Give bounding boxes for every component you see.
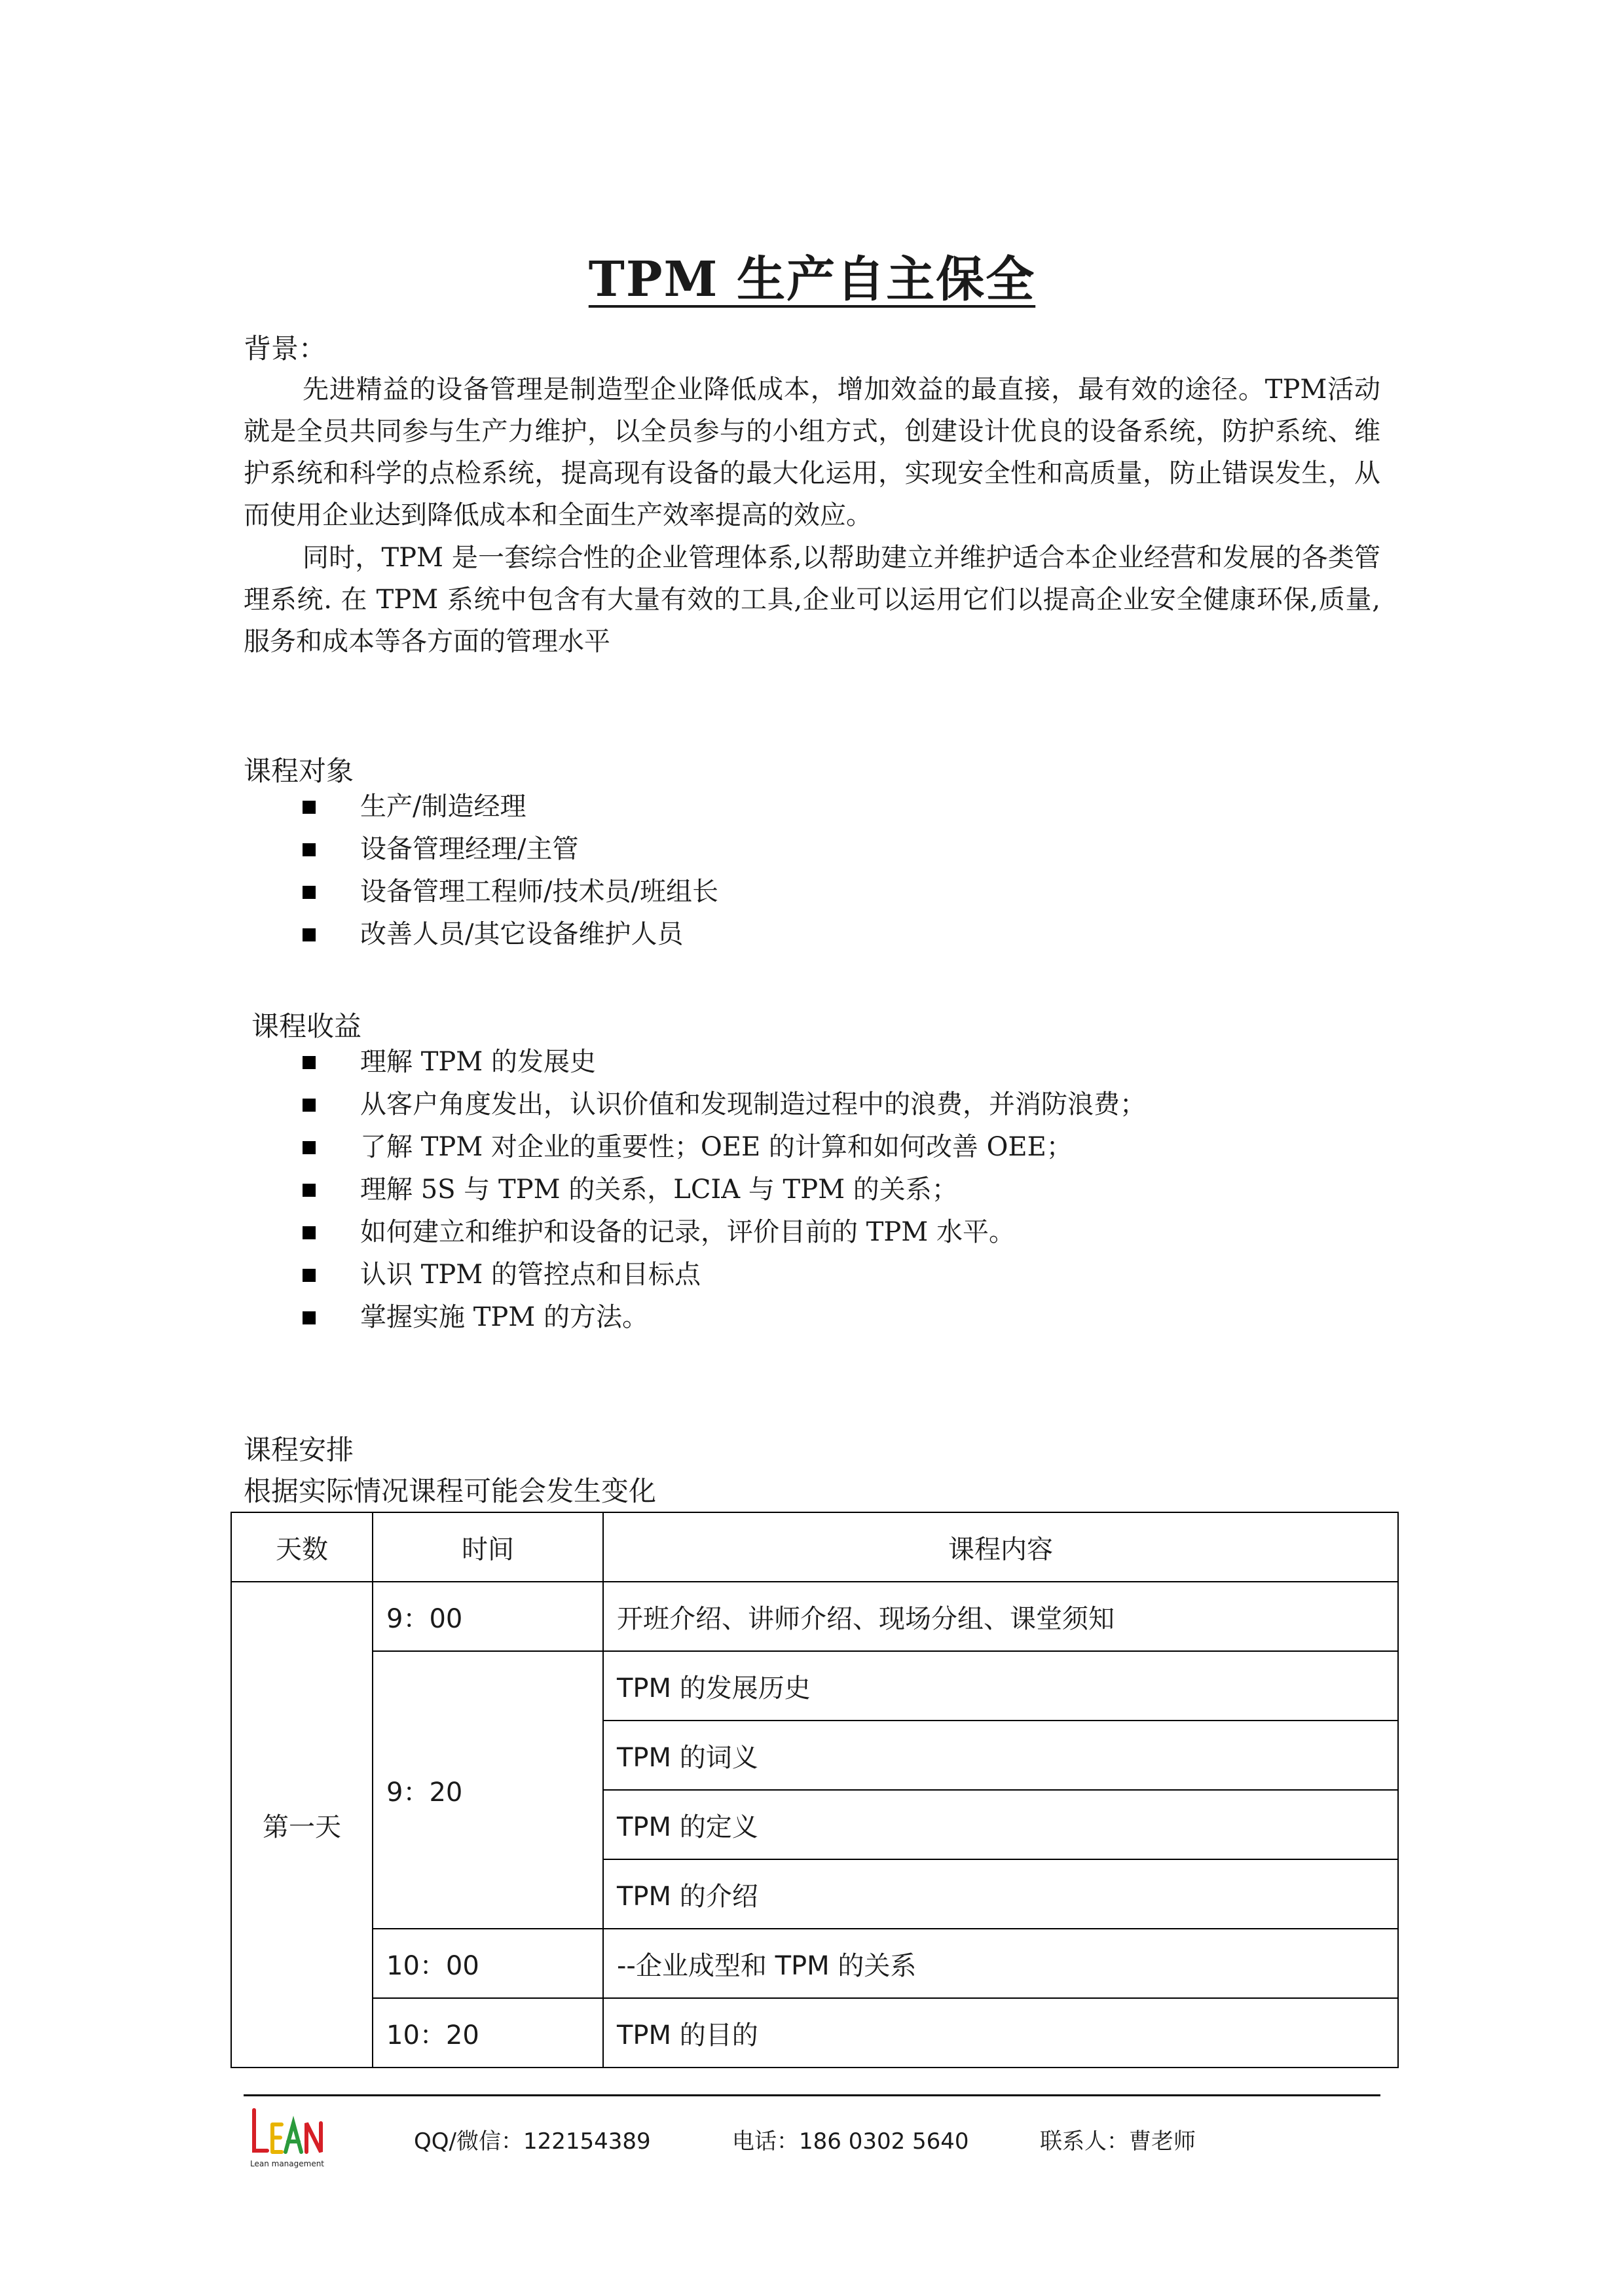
square-bullet-icon bbox=[303, 928, 316, 941]
content-cell: TPM 的目的 bbox=[603, 1998, 1398, 2068]
schedule-heading: 课程安排 bbox=[244, 1434, 354, 1466]
content-cell: 开班介绍、讲师介绍、现场分组、课堂须知 bbox=[603, 1582, 1398, 1651]
page-title: TPM 生产自主保全 bbox=[588, 251, 1036, 308]
content-cell: TPM 的词义 bbox=[603, 1721, 1398, 1790]
list-item: 生产/制造经理 bbox=[303, 786, 718, 828]
square-bullet-icon bbox=[303, 1141, 316, 1154]
square-bullet-icon bbox=[303, 1311, 316, 1324]
list-item: 认识 TPM 的管控点和目标点 bbox=[303, 1254, 1146, 1296]
square-bullet-icon bbox=[303, 1226, 316, 1239]
time-cell: 9：00 bbox=[373, 1582, 603, 1651]
logo-letter-e bbox=[272, 2124, 282, 2152]
time-cell: 10：00 bbox=[373, 1929, 603, 1998]
time-cell: 10：20 bbox=[373, 1998, 603, 2068]
background-paragraph-2: 同时，TPM 是一套综合性的企业管理体系,以帮助建立并维护适合本企业经营和发展的各类管理系统. 在 TPM 系统中包含有大量有效的工具,企业可以运用它们以提高企业安全健康环保,质量,服务和成本等各方面的管理水平 bbox=[244, 543, 1380, 657]
square-bullet-icon bbox=[303, 1099, 316, 1112]
square-bullet-icon bbox=[303, 1184, 316, 1197]
square-bullet-icon bbox=[303, 801, 316, 814]
logo-letter-l bbox=[254, 2110, 267, 2151]
content-cell: --企业成型和 TPM 的关系 bbox=[603, 1929, 1398, 1998]
content-cell: TPM 的介绍 bbox=[603, 1859, 1398, 1929]
day-cell: 第一天 bbox=[231, 1582, 373, 2068]
table-row bbox=[231, 1998, 1398, 2068]
logo-subtext: Lean management bbox=[250, 2159, 325, 2168]
audience-list bbox=[303, 786, 718, 956]
audience-heading: 课程对象 bbox=[244, 755, 354, 787]
square-bullet-icon bbox=[303, 1056, 316, 1069]
list-item: 了解 TPM 对企业的重要性；OEE 的计算和如何改善 OEE； bbox=[303, 1126, 1146, 1169]
schedule-note: 根据实际情况课程可能会发生变化 bbox=[244, 1475, 657, 1507]
column-header-day: 天数 bbox=[231, 1512, 373, 1582]
footer-divider bbox=[244, 2094, 1380, 2096]
benefits-heading: 课程收益 bbox=[251, 1010, 362, 1042]
benefits-list bbox=[303, 1041, 1146, 1339]
table-row bbox=[231, 1582, 1398, 1651]
list-item: 设备管理经理/主管 bbox=[303, 828, 718, 871]
square-bullet-icon bbox=[303, 886, 316, 899]
table-header-row bbox=[231, 1512, 1398, 1582]
background-paragraph-1: 先进精益的设备管理是制造型企业降低成本，增加效益的最直接，最有效的途径。TPM活动就是全员共同参与生产力维护，以全员参与的小组方式，创建设计优良的设备系统，防护系统、维护系统和科学的点检系统，提高现有设备的最大化运用，实现安全性和高质量，防止错误发生，从而使用企业达到降低成本和全面生产效率提高的效应。 bbox=[244, 374, 1380, 530]
square-bullet-icon bbox=[303, 843, 316, 856]
background-heading: 背景： bbox=[244, 333, 327, 365]
list-item: 理解 TPM 的发展史 bbox=[303, 1041, 1146, 1084]
list-item: 从客户角度发出，认识价值和发现制造过程中的浪费，并消防浪费； bbox=[303, 1084, 1146, 1126]
list-item: 如何建立和维护和设备的记录，评价目前的 TPM 水平。 bbox=[303, 1211, 1146, 1254]
logo-letter-n bbox=[306, 2123, 321, 2152]
square-bullet-icon bbox=[303, 1269, 316, 1282]
list-item: 掌握实施 TPM 的方法。 bbox=[303, 1296, 1146, 1339]
lean-logo bbox=[248, 2105, 333, 2170]
table-row bbox=[231, 1929, 1398, 1998]
column-header-content: 课程内容 bbox=[603, 1512, 1398, 1582]
logo-letter-a bbox=[286, 2123, 301, 2152]
table-row bbox=[231, 1651, 1398, 1721]
footer-contact: 联系人：曹老师 bbox=[1040, 2128, 1196, 2155]
column-header-time: 时间 bbox=[373, 1512, 603, 1582]
list-item: 设备管理工程师/技术员/班组长 bbox=[303, 871, 718, 913]
schedule-table bbox=[231, 1512, 1399, 2068]
list-item: 理解 5S 与 TPM 的关系，LCIA 与 TPM 的关系； bbox=[303, 1169, 1146, 1211]
footer-phone: 电话：186 0302 5640 bbox=[732, 2128, 969, 2155]
time-cell: 9：20 bbox=[373, 1651, 603, 1929]
footer-qq: QQ/微信：122154389 bbox=[414, 2128, 651, 2155]
list-item: 改善人员/其它设备维护人员 bbox=[303, 913, 718, 956]
content-cell: TPM 的发展历史 bbox=[603, 1651, 1398, 1721]
content-cell: TPM 的定义 bbox=[603, 1790, 1398, 1859]
